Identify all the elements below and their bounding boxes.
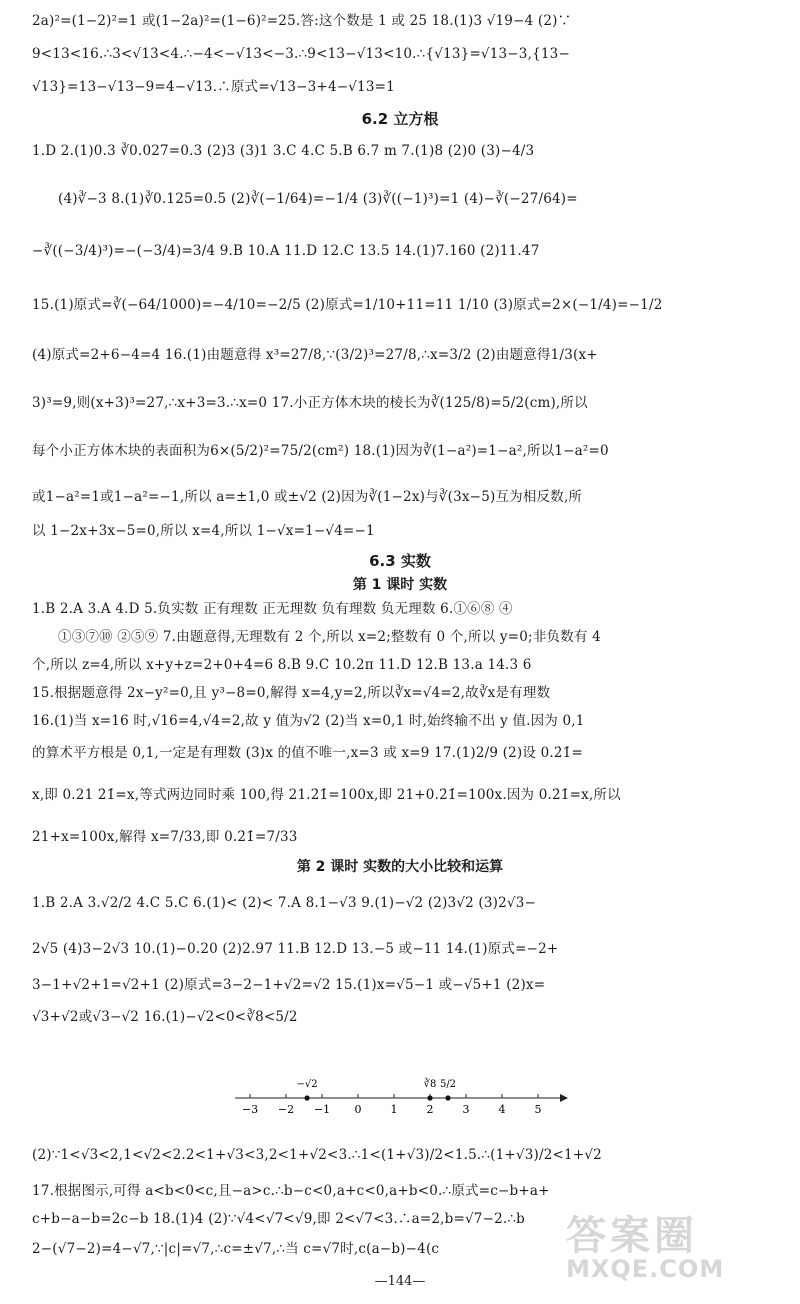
number-line-tick-label: −2: [277, 1103, 295, 1116]
answer-line: 2√5 (4)3−2√3 10.(1)−0.20 (2)2.97 11.B 12.D 13.−5 或−11 14.(1)原式=−2+: [32, 941, 559, 957]
answer-line: 21+x=100x,解得 x=7/33,即 0.2̇1̇=7/33: [32, 829, 298, 845]
answer-line: 的算术平方根是 0,1,一定是有理数 (3)x 的值不唯一,x=3 或 x=9 17.(1)2/9 (2)设 0.2̇1̇=: [32, 745, 583, 761]
answer-line: 以 1−2x+3x−5=0,所以 x=4,所以 1−√x=1−√4=−1: [32, 523, 375, 539]
answer-line: (4)原式=2+6−4=4 16.(1)由题意得 x³=27/8,∵(3/2)³=27/8,∴x=3/2 (2)由题意得1/3(x+: [32, 347, 598, 363]
answer-line: 3)³=9,则(x+3)³=27,∴x+3=3.∴x=0 17.小正方体木块的棱长为∛(125/8)=5/2(cm),所以: [32, 395, 588, 411]
answer-line: ①③⑦⑩ ②⑤⑨ 7.由题意得,无理数有 2 个,所以 x=2;整数有 0 个,所以 y=0;非负数有 4: [58, 629, 601, 645]
answer-line: −∛((−3/4)³)=−(−3/4)=3/4 9.B 10.A 11.D 12.C 13.5 14.(1)7.160 (2)11.47: [32, 243, 540, 259]
answer-line: √3+√2或√3−√2 16.(1)−√2<0<∛8<5/2: [32, 1009, 298, 1025]
answer-line: c+b−a−b=2c−b 18.(1)4 (2)∵√4<√7<√9,即 2<√7<3.∴a=2,b=√7−2.∴b: [32, 1211, 525, 1227]
answer-line: x,即 0.21 2̇1̇=x,等式两边同时乘 100,得 21.2̇1̇=100x,即 21+0.2̇1̇=100x.因为 0.2̇1̇=x,所以: [32, 787, 621, 803]
number-line-point: [304, 1095, 309, 1100]
page-number: —144—: [374, 1274, 426, 1289]
answer-line: 2a)²=(1−2)²=1 或(1−2a)²=(1−6)²=25.答:这个数是 1 或 25 18.(1)3 √19−4 (2)∵: [32, 13, 572, 29]
answer-line: 9<13<16.∴3<√13<4.∴−4<−√13<−3.∴9<13−√13<10.∴{√13}=√13−3,{13−: [32, 46, 570, 62]
answer-line: (4)∛−3 8.(1)∛0.125=0.5 (2)∛(−1/64)=−1/4 (3)∛((−1)³)=1 (4)−∛(−27/64)=: [58, 191, 578, 207]
watermark-logo: [566, 1204, 776, 1294]
number-line-point: [427, 1095, 432, 1100]
number-line-figure: [230, 1060, 570, 1120]
number-line-point-label: −√2: [296, 1079, 318, 1090]
number-line-tick-label: −3: [241, 1103, 259, 1116]
answer-line: 17.根据图示,可得 a<b<0<c,且−a>c.∴b−c<0,a+c<0,a+b<0.∴原式=c−b+a+: [32, 1183, 550, 1199]
answer-line: 3−1+√2+1=√2+1 (2)原式=3−2−1+√2=√2 15.(1)x=√5−1 或−√5+1 (2)x=: [32, 977, 546, 993]
watermark-url: MXQE.COM: [566, 1255, 725, 1283]
number-line-tick-label: −1: [313, 1103, 331, 1116]
number-line-tick-label: 2: [426, 1103, 434, 1116]
answer-line: 15.(1)原式=∛(−64/1000)=−4/10=−2/5 (2)原式=1/10+11=11 1/10 (3)原式=2×(−1/4)=−1/2: [32, 297, 663, 313]
number-line-point-label: 5/2: [439, 1079, 457, 1090]
number-line-tick-label: 0: [354, 1103, 362, 1116]
answer-line: 16.(1)当 x=16 时,√16=4,√4=2,故 y 值为√2 (2)当 x=0,1 时,始终输不出 y 值.因为 0,1: [32, 713, 585, 729]
section-title-6-3: 6.3 实数: [369, 552, 431, 570]
lesson-2-title: 第 2 课时 实数的大小比较和运算: [296, 859, 504, 875]
answer-line: 1.B 2.A 3.√2/2 4.C 5.C 6.(1)< (2)< 7.A 8.1−√3 9.(1)−√2 (2)3√2 (3)2√3−: [32, 895, 537, 911]
number-line-tick-label: 3: [462, 1103, 470, 1116]
watermark-text: 答案圈: [566, 1213, 698, 1259]
number-line-point-label: ∛8: [423, 1079, 437, 1090]
answer-line: 2−(√7−2)=4−√7,∵|c|=√7,∴c=±√7,∴当 c=√7时,c(a−b)−4(c: [32, 1241, 440, 1257]
answer-line: 每个小正方体木块的表面积为6×(5/2)²=75/2(cm²) 18.(1)因为∛(1−a²)=1−a²,所以1−a²=0: [32, 443, 609, 459]
number-line-tick-label: 1: [390, 1103, 398, 1116]
answer-line: 1.B 2.A 3.A 4.D 5.负实数 正有理数 正无理数 负有理数 负无理数 6.①⑥⑧ ④: [32, 601, 513, 617]
answer-line: 15.根据题意得 2x−y²=0,且 y³−8=0,解得 x=4,y=2,所以∛x=√4=2,故∛x是有理数: [32, 685, 551, 701]
answer-line: 个,所以 z=4,所以 x+y+z=2+0+4=6 8.B 9.C 10.2π 11.D 12.B 13.a 14.3 6: [32, 657, 532, 673]
number-line-tick-label: 4: [498, 1103, 506, 1116]
answer-line: √13}=13−√13−9=4−√13.∴原式=√13−3+4−√13=1: [32, 79, 395, 95]
section-title-6-2: 6.2 立方根: [361, 110, 439, 128]
lesson-1-title: 第 1 课时 实数: [352, 577, 448, 593]
arrow-right-icon: [560, 1094, 568, 1102]
answer-line: 或1−a²=1或1−a²=−1,所以 a=±1,0 或±√2 (2)因为∛(1−2x)与∛(3x−5)互为相反数,所: [32, 489, 583, 505]
answer-line: 1.D 2.(1)0.3 ∛0.027=0.3 (2)3 (3)1 3.C 4.C 5.B 6.7 m 7.(1)8 (2)0 (3)−4/3: [32, 143, 535, 159]
number-line-tick-label: 5: [534, 1103, 542, 1116]
answer-line: (2)∵1<√3<2,1<√2<2.2<1+√3<3,2<1+√2<3.∴1<(1+√3)/2<1.5.∴(1+√3)/2<1+√2: [32, 1147, 602, 1163]
number-line-point: [445, 1095, 450, 1100]
